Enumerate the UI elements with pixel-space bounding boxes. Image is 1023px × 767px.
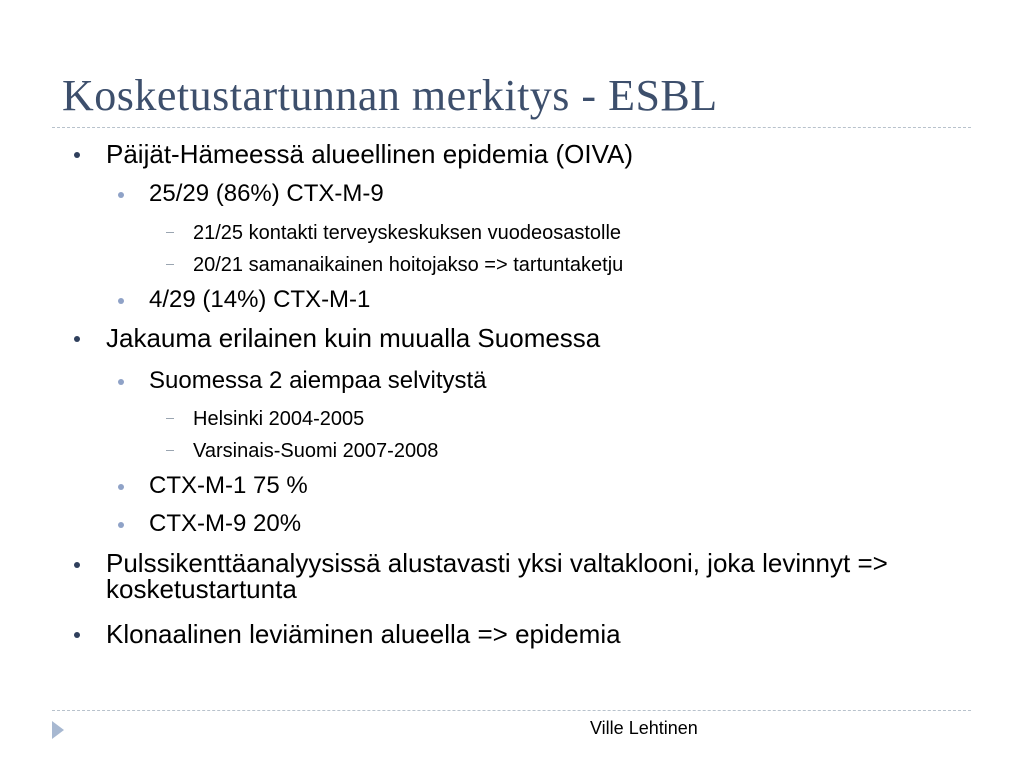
- sub-sub-bullet-item: [193, 222, 621, 244]
- bullet-dot-icon: [74, 152, 80, 158]
- sub-sub-bullet-item: [193, 408, 364, 430]
- sub-sub-bullet-text: 21/25 kontakti terveyskeskuksen vuodeosastolle: [193, 222, 622, 244]
- sub-sub-bullet-text: Varsinais-Suomi 2007-2008: [193, 440, 439, 462]
- bullet-text: Klonaalinen leviäminen alueella => epidemia: [106, 619, 621, 649]
- triangle-right-icon: [52, 721, 64, 739]
- sub-bullet-item: [149, 181, 384, 207]
- bullet-dot-icon: [74, 336, 80, 342]
- bullet-item: [106, 550, 906, 602]
- sub-sub-bullet-item: [193, 440, 438, 462]
- sub-sub-bullet-text: 20/21 samanaikainen hoitojakso => tartuntaketju: [193, 254, 624, 276]
- footer-author: Ville Lehtinen: [590, 718, 698, 738]
- footer-divider: [52, 710, 971, 711]
- bullet-dot-icon: [118, 192, 124, 198]
- bullet-dot-icon: [118, 484, 124, 490]
- bullet-text: Pulssikenttäanalyysissä alustavasti yksi valtaklooni, joka levinnyt => kosketustartunta: [106, 548, 888, 604]
- sub-bullet-item: [149, 287, 370, 313]
- sub-bullet-text: CTX-M-9 20%: [149, 510, 302, 537]
- sub-bullet-item: [149, 368, 487, 394]
- dash-icon: [166, 264, 174, 265]
- bullet-text: Jakauma erilainen kuin muualla Suomessa: [106, 323, 601, 353]
- sub-bullet-text: CTX-M-1 75 %: [149, 472, 308, 499]
- bullet-item: [106, 620, 621, 648]
- sub-bullet-text: 25/29 (86%) CTX-M-9: [149, 180, 384, 207]
- slide-title: Kosketustartunnan merkitys - ESBL: [62, 71, 718, 120]
- sub-bullet-text: Suomessa 2 aiempaa selvitystä: [149, 367, 487, 394]
- sub-bullet-item: [149, 473, 308, 499]
- sub-sub-bullet-item: [193, 254, 623, 276]
- bullet-dot-icon: [118, 298, 124, 304]
- title-divider: [52, 127, 971, 128]
- dash-icon: [166, 418, 174, 419]
- sub-sub-bullet-text: Helsinki 2004-2005: [193, 408, 365, 430]
- bullet-item: [106, 324, 600, 352]
- dash-icon: [166, 450, 174, 451]
- bullet-dot-icon: [74, 562, 80, 568]
- sub-bullet-item: [149, 511, 301, 537]
- bullet-dot-icon: [74, 632, 80, 638]
- bullet-dot-icon: [118, 522, 124, 528]
- sub-bullet-text: 4/29 (14%) CTX-M-1: [149, 286, 371, 313]
- bullet-text: Päijät-Hämeessä alueellinen epidemia (OIVA): [106, 139, 633, 169]
- bullet-item: [106, 140, 633, 168]
- dash-icon: [166, 232, 174, 233]
- bullet-dot-icon: [118, 379, 124, 385]
